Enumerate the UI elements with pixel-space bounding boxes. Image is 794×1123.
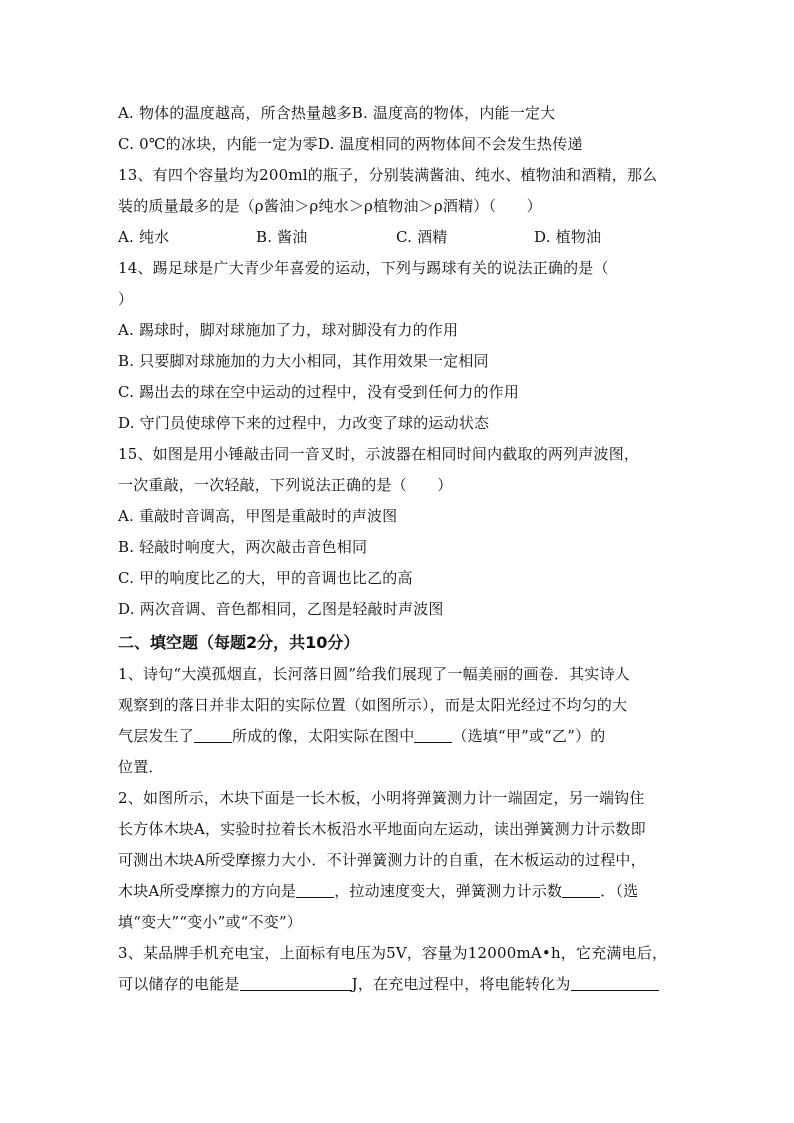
fill1-line-3 <box>118 721 678 752</box>
q15-stem-line-1: 15、如图是用小锤敲击同一音叉时，示波器在相同时间内截取的两列声波图， <box>118 445 640 463</box>
fill2-line-2: 长方体木块A，实验时拉着长木板沿水平地面向左运动，读出弹簧测力计示数即 <box>118 820 646 838</box>
q15-option-b: B. 轻敲时响度大，两次敲击音色相同 <box>118 538 368 556</box>
fill2-line-4 <box>118 876 678 907</box>
fill1-text-c: （选填“甲”或“乙”）的 <box>452 727 606 745</box>
exam-page <box>118 98 678 1000</box>
q14-option-b: B. 只要脚对球施加的力大小相同，其作用效果一定相同 <box>118 352 489 370</box>
q12-options-line-2: C. 0℃的冰块，内能一定为零D. 温度相同的两物体间不会发生热传递 <box>118 135 583 153</box>
q12-options-line-1: A. 物体的温度越高，所含热量越多B. 温度高的物体，内能一定大 <box>118 104 556 122</box>
section-title-fill-in: 二、填空题（每题2分，共10分） <box>118 633 360 652</box>
q13-stem-line-2: 装的质量最多的是（ρ酱油＞ρ纯水＞ρ植物油＞ρ酒精）（ ） <box>118 197 542 215</box>
fill1-blank-1[interactable] <box>194 726 232 743</box>
fill2-text-c: ．（选 <box>600 882 639 900</box>
fill2-blank-2[interactable] <box>562 881 600 898</box>
q14-option-a: A. 踢球时，脚对球施加了力，球对脚没有力的作用 <box>118 321 459 339</box>
q15-option-d: D. 两次音调、音色都相同，乙图是轻敲时声波图 <box>118 600 444 618</box>
fill3-blank-2[interactable] <box>571 974 659 991</box>
fill3-blank-1[interactable] <box>240 974 352 991</box>
q13-option-a: A. 纯水 <box>118 228 170 246</box>
fill1-text-a: 气层发生了 <box>118 727 195 745</box>
q15-option-a: A. 重敲时音调高，甲图是重敲时的声波图 <box>118 507 398 525</box>
fill1-blank-2[interactable] <box>414 726 452 743</box>
q13-option-d: D. 植物油 <box>534 228 602 246</box>
q13-options <box>118 222 678 253</box>
fill1-line-2: 观察到的落日并非太阳的实际位置（如图所示），而是太阳光经过不均匀的大 <box>118 696 628 714</box>
fill1-text-b: 所成的像，太阳实际在图中 <box>232 727 415 745</box>
q15-option-c: C. 甲的响度比乙的大，甲的音调也比乙的高 <box>118 569 413 587</box>
q13-option-c: C. 酒精 <box>396 228 448 246</box>
fill2-line-3: 可测出木块A所受摩擦力大小．不计弹簧测力计的自重，在木板运动的过程中， <box>118 851 646 869</box>
fill3-text-b: J，在充电过程中，将电能转化为 <box>351 975 571 993</box>
fill2-text-b: ，拉动速度变大，弹簧测力计示数 <box>334 882 563 900</box>
q13-stem-line-1: 13、有四个容量均为200ml的瓶子，分别装满酱油、纯水、植物油和酒精，那么 <box>118 166 658 184</box>
fill2-text-a: 木块A所受摩擦力的方向是 <box>118 882 297 900</box>
q13-option-b: B. 酱油 <box>256 228 308 246</box>
fill3-text-a: 可以储存的电能是 <box>118 975 240 993</box>
q14-option-c: C. 踢出去的球在空中运动的过程中，没有受到任何力的作用 <box>118 383 520 401</box>
fill1-line-1: 1、诗句“大漠孤烟直，长河落日圆”给我们展现了一幅美丽的画卷．其实诗人 <box>118 665 630 683</box>
fill2-line-1: 2、如图所示，木块下面是一长木板，小明将弹簧测力计一端固定，另一端钩住 <box>118 789 645 807</box>
q15-stem-line-2: 一次重敲，一次轻敲，下列说法正确的是（ ） <box>118 476 453 494</box>
fill3-line-1: 3、某品牌手机充电宝，上面标有电压为5V，容量为12000mA•h，它充满电后， <box>118 944 668 962</box>
fill2-line-5: 填“变大”“变小”或“不变”） <box>118 913 303 931</box>
fill1-line-4: 位置． <box>118 758 164 776</box>
q14-option-d: D. 守门员使球停下来的过程中，力改变了球的运动状态 <box>118 414 490 432</box>
q14-stem-line-1: 14、踢足球是广大青少年喜爱的运动，下列与踢球有关的说法正确的是（ <box>118 259 609 277</box>
fill2-blank-1[interactable] <box>296 881 334 898</box>
fill3-line-2 <box>118 969 678 1000</box>
q14-stem-line-2: ） <box>118 290 134 308</box>
